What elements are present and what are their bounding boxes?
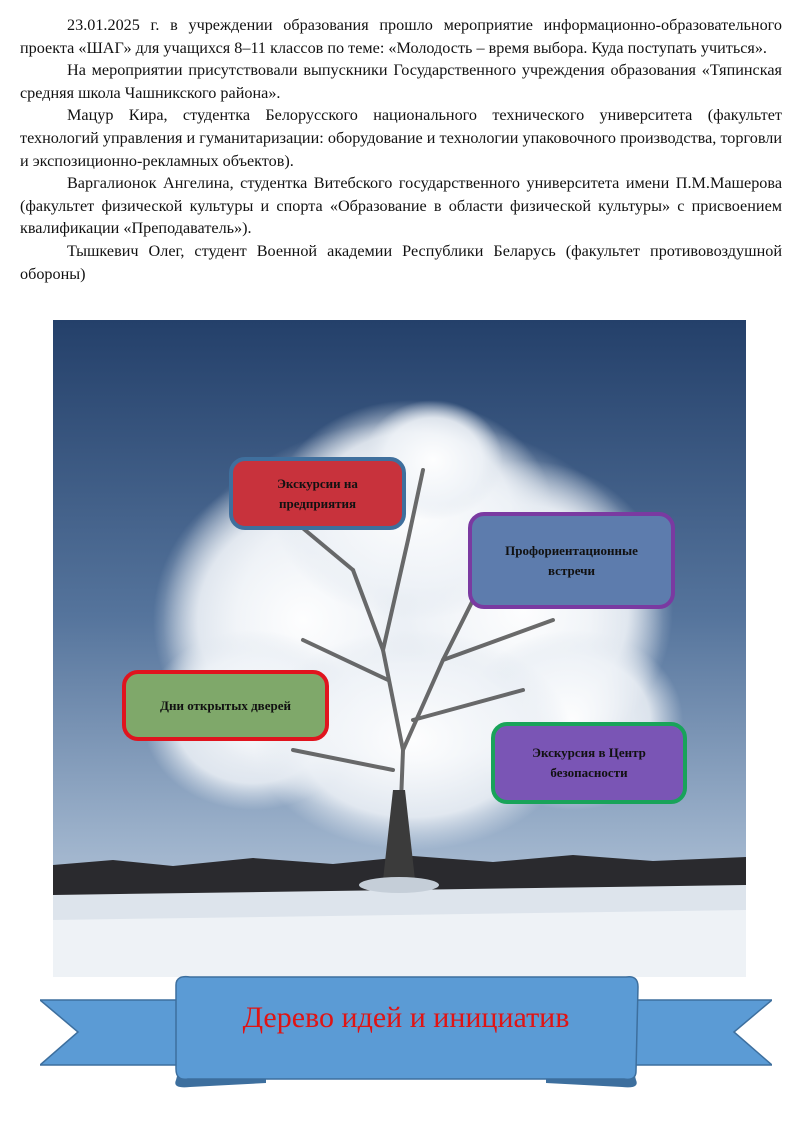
paragraph-tyshkevich: Тышкевич Олег, студент Военной академии Республики Беларусь (факультет противовоздушной обороны) [20,241,782,283]
bubble-safety-center-tour: Экскурсия в Центр безопасности [491,722,687,804]
bubble-enterprise-tours: Экскурсии на предприятия [229,457,406,530]
frosted-tree-photo [53,320,746,977]
paragraph-event: 23.01.2025 г. в учреждении образования прошло мероприятие информационно-образовательного проекта «ШАГ» для учащихся 8–11 классов по теме: «Молодость – время выбора. Куда поступать учиться». [20,16,782,57]
paragraph-vargalionok: Варгалионок Ангелина, студентка Витебского государственного университета имени П.М.Машерова (факультет физической культуры и спорта «Образование в области физической культуры» с присвоением квалификации «Преподаватель»). [20,174,782,238]
paragraph-attendees: На мероприятии присутствовали выпускники Государственного учреждения образования «Тяпинская средняя школа Чашникского района». [20,61,782,102]
article-text [20,14,782,285]
banner-title: Дерево идей и инициатив [242,1001,570,1034]
paragraph-matsur: Мацур Кира, студентка Белорусского национального технического университета (факультет технологий управления и гуманитаризации: оборудование и технологии упаковочного производства, торговли и экспозиционно-рекламных объектов). [20,106,782,170]
bubble-open-days: Дни открытых дверей [122,670,329,741]
tree-illustration [53,320,746,977]
bubble-career-meetings: Профориентационные встречи [468,512,675,609]
